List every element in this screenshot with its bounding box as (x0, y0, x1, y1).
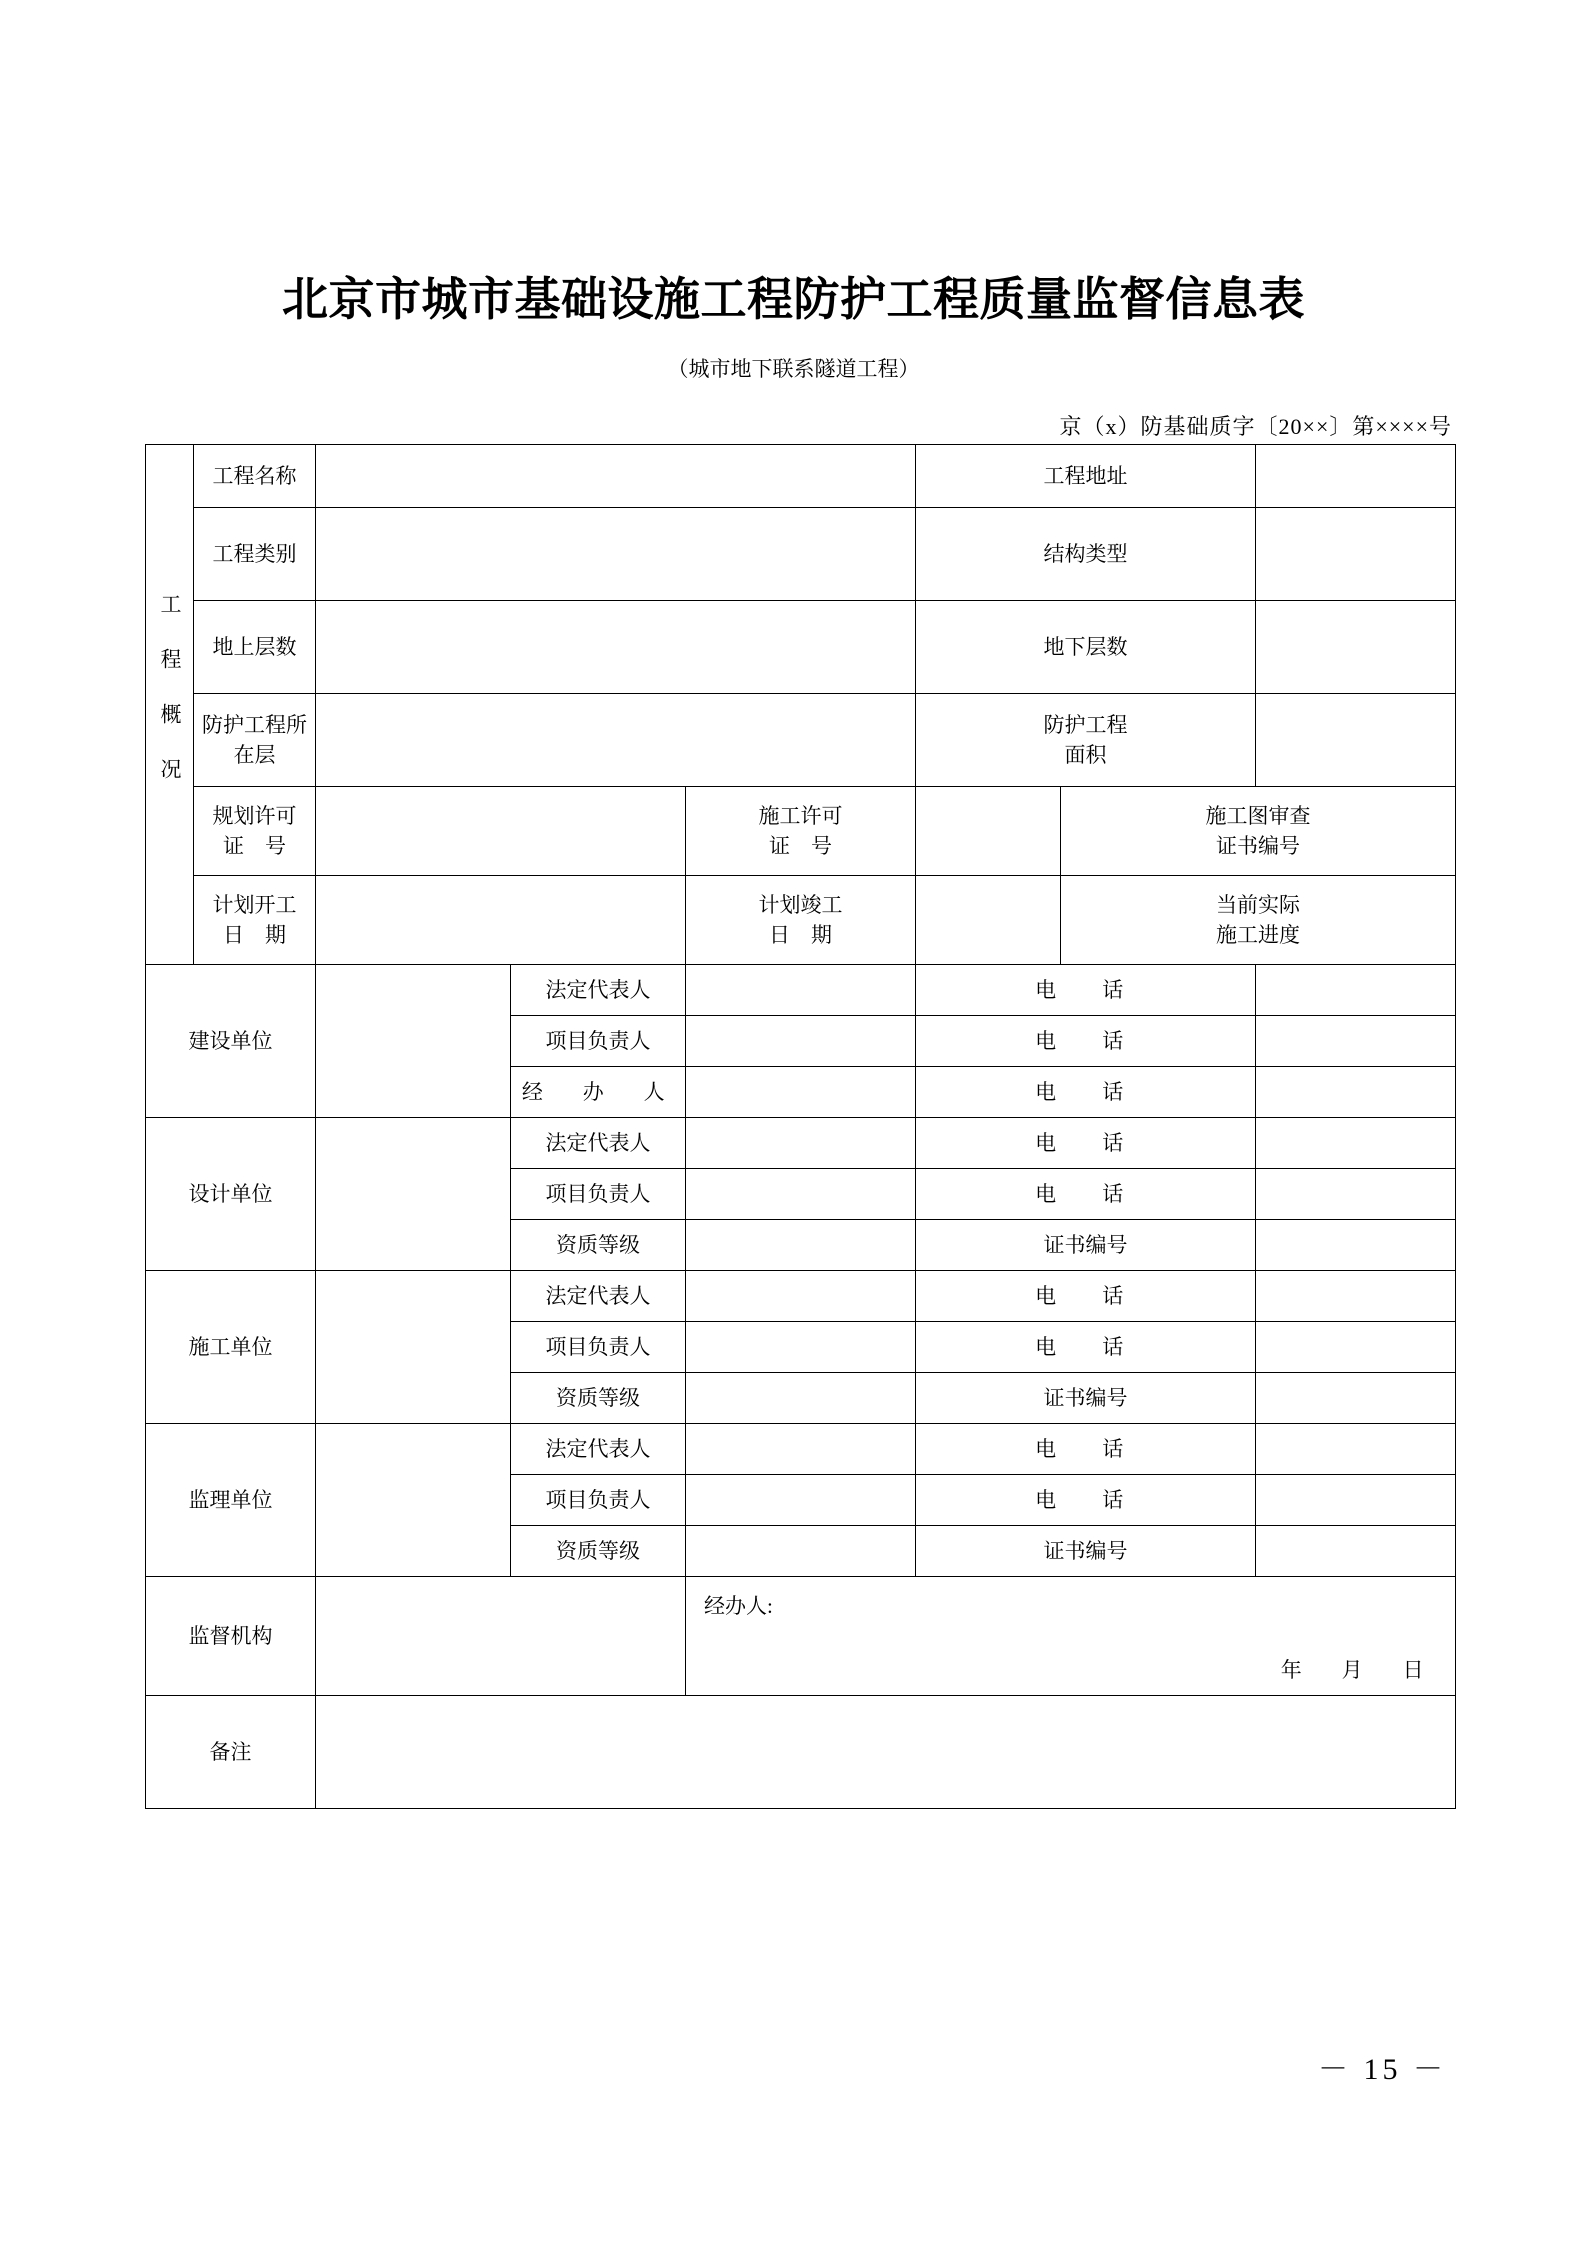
value-supervision-authority-name[interactable] (316, 1577, 686, 1696)
label-unit-construction-owner: 建设单位 (146, 965, 316, 1118)
table-row-project-category (146, 508, 1456, 601)
value-project-manager-supervisor[interactable] (686, 1475, 916, 1526)
label-above-ground-floors: 地上层数 (194, 601, 316, 694)
label-unit-supervisor: 监理单位 (146, 1424, 316, 1577)
label-current-progress-line2: 施工进度 (1216, 923, 1301, 947)
label-planning-permit-line2: 证 号 (223, 834, 286, 858)
value-phone-project-manager-design[interactable] (1256, 1169, 1456, 1220)
label-planning-permit (194, 787, 316, 876)
table-row-remarks (146, 1696, 1456, 1809)
label-legal-representative-design: 法定代表人 (511, 1118, 686, 1169)
page-title: 北京市城市基础设施工程防护工程质量监督信息表 (282, 274, 1305, 325)
value-remarks[interactable] (316, 1696, 1456, 1809)
label-remarks: 备注 (146, 1696, 316, 1809)
label-planning-permit-line1: 规划许可 (212, 803, 297, 828)
value-unit-name-supervisor[interactable] (316, 1424, 511, 1577)
value-qualification-grade-design[interactable] (686, 1220, 916, 1271)
label-project-manager-supervisor: 项目负责人 (511, 1475, 686, 1526)
value-legal-representative-construction-owner[interactable] (686, 965, 916, 1016)
label-phone-project-manager-construction-owner: 电 话 (916, 1016, 1256, 1067)
value-phone-project-manager-contractor[interactable] (1256, 1322, 1456, 1373)
table-row-supervision-authority (146, 1577, 1456, 1696)
document-reference-number: 京（x）防基础质字〔20××〕第××××号 (1059, 414, 1452, 439)
label-drawing-review-line2: 证书编号 (1216, 834, 1301, 858)
page-subtitle: （城市地下联系隧道工程） (667, 357, 920, 381)
value-phone-project-manager-construction-owner[interactable] (1256, 1016, 1456, 1067)
supervision-signature-area[interactable] (686, 1577, 1456, 1696)
value-construction-permit[interactable] (916, 787, 1061, 876)
value-protection-area[interactable] (1256, 694, 1456, 787)
label-phone-project-manager-contractor: 电 话 (916, 1322, 1256, 1373)
value-qualification-grade-contractor[interactable] (686, 1373, 916, 1424)
label-protection-floor (194, 694, 316, 787)
label-planned-start-date (194, 876, 316, 965)
label-drawing-review-certificate (1061, 787, 1456, 876)
label-protection-area-line2: 面积 (1064, 743, 1107, 767)
value-unit-name-design[interactable] (316, 1118, 511, 1271)
value-project-manager-design[interactable] (686, 1169, 916, 1220)
table-row-protection-floor (146, 694, 1456, 787)
label-phone-legal-rep-supervisor: 电 话 (916, 1424, 1256, 1475)
label-phone-handler-construction-owner: 电 话 (916, 1067, 1256, 1118)
page-number: － 15 － (1318, 2053, 1447, 2086)
label-certificate-number-design: 证书编号 (916, 1220, 1256, 1271)
value-project-name[interactable] (316, 445, 916, 508)
label-supervision-authority: 监督机构 (146, 1577, 316, 1696)
value-project-manager-construction-owner[interactable] (686, 1016, 916, 1067)
value-unit-name-construction-owner[interactable] (316, 965, 511, 1118)
value-planned-finish-date[interactable] (916, 876, 1061, 965)
value-certificate-number-supervisor[interactable] (1256, 1526, 1456, 1577)
label-supervision-handler: 经办人: (704, 1594, 773, 1618)
table-row-schedule (146, 876, 1456, 965)
value-phone-project-manager-supervisor[interactable] (1256, 1475, 1456, 1526)
value-below-ground-floors[interactable] (1256, 601, 1456, 694)
value-qualification-grade-supervisor[interactable] (686, 1526, 916, 1577)
label-below-ground-floors: 地下层数 (916, 601, 1256, 694)
quality-supervision-form-table (145, 444, 1456, 1809)
value-handler-construction-owner[interactable] (686, 1067, 916, 1118)
label-planned-finish-date (686, 876, 916, 965)
value-certificate-number-design[interactable] (1256, 1220, 1456, 1271)
label-certificate-number-contractor: 证书编号 (916, 1373, 1256, 1424)
label-construction-permit (686, 787, 916, 876)
label-certificate-number-supervisor: 证书编号 (916, 1526, 1256, 1577)
table-row-project-name (146, 445, 1456, 508)
value-phone-legal-rep-contractor[interactable] (1256, 1271, 1456, 1322)
label-project-manager-design: 项目负责人 (511, 1169, 686, 1220)
label-project-category: 工程类别 (194, 508, 316, 601)
table-row-contractor-legal-rep (146, 1271, 1456, 1322)
label-protection-area-line1: 防护工程 (1043, 712, 1128, 737)
label-handler-construction-owner: 经 办 人 (511, 1067, 686, 1118)
value-project-category[interactable] (316, 508, 916, 601)
value-above-ground-floors[interactable] (316, 601, 916, 694)
label-protection-floor-line1: 防护工程所 (202, 712, 307, 737)
value-certificate-number-contractor[interactable] (1256, 1373, 1456, 1424)
label-current-progress-line1: 当前实际 (1216, 892, 1301, 917)
label-qualification-grade-contractor: 资质等级 (511, 1373, 686, 1424)
value-phone-legal-rep-construction-owner[interactable] (1256, 965, 1456, 1016)
label-project-address: 工程地址 (916, 445, 1256, 508)
section-label-project-overview-text: 工程概况 (158, 593, 182, 814)
value-project-manager-contractor[interactable] (686, 1322, 916, 1373)
label-construction-permit-line1: 施工许可 (758, 803, 843, 828)
label-phone-legal-rep-construction-owner: 电 话 (916, 965, 1256, 1016)
label-project-manager-construction-owner: 项目负责人 (511, 1016, 686, 1067)
value-planned-start-date[interactable] (316, 876, 686, 965)
label-unit-design: 设计单位 (146, 1118, 316, 1271)
label-current-progress (1061, 876, 1456, 965)
table-row-construction-owner-legal-rep (146, 965, 1456, 1016)
section-label-project-overview (146, 445, 194, 965)
value-project-address[interactable] (1256, 445, 1456, 508)
label-planned-start-line1: 计划开工 (212, 892, 297, 917)
label-phone-legal-rep-contractor: 电 话 (916, 1271, 1256, 1322)
value-phone-handler-construction-owner[interactable] (1256, 1067, 1456, 1118)
label-planned-finish-line2: 日 期 (769, 923, 832, 947)
table-row-design-unit-legal-rep (146, 1118, 1456, 1169)
label-project-manager-contractor: 项目负责人 (511, 1322, 686, 1373)
label-protection-floor-line2: 在层 (233, 743, 276, 767)
label-drawing-review-line1: 施工图审查 (1205, 803, 1311, 828)
label-phone-project-manager-supervisor: 电 话 (916, 1475, 1256, 1526)
value-planning-permit[interactable] (316, 787, 686, 876)
value-phone-legal-rep-design[interactable] (1256, 1118, 1456, 1169)
table-row-supervisor-legal-rep (146, 1424, 1456, 1475)
table-row-permits (146, 787, 1456, 876)
value-unit-name-contractor[interactable] (316, 1271, 511, 1424)
label-planned-finish-line1: 计划竣工 (758, 892, 843, 917)
label-unit-contractor: 施工单位 (146, 1271, 316, 1424)
label-protection-area (916, 694, 1256, 787)
label-qualification-grade-supervisor: 资质等级 (511, 1526, 686, 1577)
label-legal-representative-contractor: 法定代表人 (511, 1271, 686, 1322)
value-legal-representative-contractor[interactable] (686, 1271, 916, 1322)
table-row-above-ground-floors (146, 601, 1456, 694)
value-protection-floor[interactable] (316, 694, 916, 787)
label-phone-legal-rep-design: 电 话 (916, 1118, 1256, 1169)
label-construction-permit-line2: 证 号 (769, 834, 832, 858)
value-structure-type[interactable] (1256, 508, 1456, 601)
label-legal-representative-construction-owner: 法定代表人 (511, 965, 686, 1016)
label-structure-type: 结构类型 (916, 508, 1256, 601)
value-legal-representative-supervisor[interactable] (686, 1424, 916, 1475)
value-phone-legal-rep-supervisor[interactable] (1256, 1424, 1456, 1475)
label-phone-project-manager-design: 电 话 (916, 1169, 1256, 1220)
label-project-name: 工程名称 (194, 445, 316, 508)
label-planned-start-line2: 日 期 (223, 923, 286, 947)
label-legal-representative-supervisor: 法定代表人 (511, 1424, 686, 1475)
value-legal-representative-design[interactable] (686, 1118, 916, 1169)
label-qualification-grade-design: 资质等级 (511, 1220, 686, 1271)
label-supervision-date: 年 月 日 (1280, 1657, 1434, 1682)
